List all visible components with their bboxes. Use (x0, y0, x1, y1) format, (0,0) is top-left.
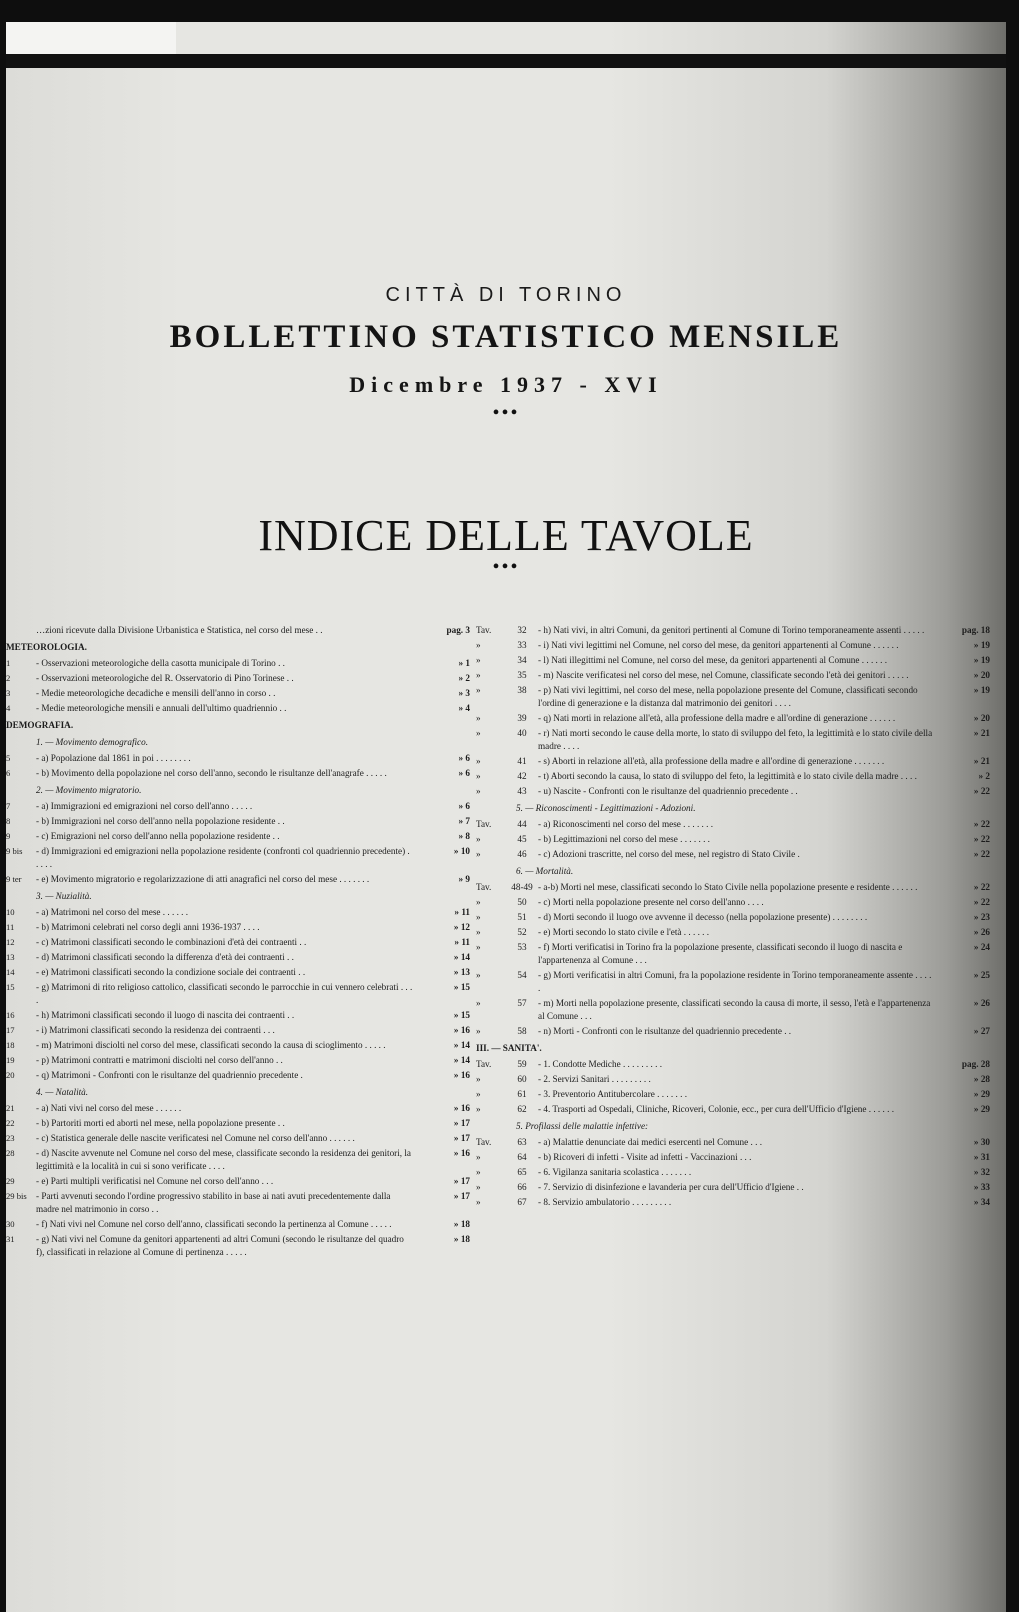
entry-title: - t) Aborti secondo la causa, lo stato di sviluppo del feto, la legittimità e lo stato civile della madre . . . . (538, 771, 917, 781)
table-number: 34 (517, 655, 527, 665)
page-ref: » 17 (453, 1191, 470, 1201)
index-entry (476, 1181, 996, 1194)
page-ref: » 20 (973, 713, 990, 723)
table-label: » (476, 897, 481, 907)
page-ref: » 24 (973, 942, 990, 952)
table-number: 64 (517, 1152, 527, 1162)
table-label: » (476, 912, 481, 922)
page-ref: » 19 (973, 685, 990, 695)
entry-title: - 8. Servizio ambulatorio . . . . . . . . . (538, 1197, 672, 1207)
page-ref: » 6 (458, 753, 470, 763)
page-ref: » 7 (458, 816, 470, 826)
page-ref: » 34 (973, 1197, 990, 1207)
entry-title: - b) Movimento della popolazione nel corso dell'anno, secondo le risultanze dell'anagrafe . . . . . (36, 768, 387, 778)
table-number: 10 (6, 907, 15, 917)
entry-title: - Medie meteorologiche mensili e annuali dell'ultimo quadriennio . . (36, 703, 287, 713)
index-entry (6, 702, 476, 715)
entry-title: - e) Morti secondo lo stato civile e l'età . . . . . . (538, 927, 710, 937)
index-entry (6, 1175, 476, 1188)
index-left-column (6, 624, 476, 1261)
entry-title: - c) Morti nella popolazione presente nel corso dell'anno . . . . (538, 897, 764, 907)
table-number: 29 (6, 1176, 15, 1186)
table-number: 23 (6, 1133, 15, 1143)
index-entry (6, 1132, 476, 1145)
entry-title: - 7. Servizio di disinfezione e lavanderia per cura dell'Ufficio d'Igiene . . (538, 1182, 804, 1192)
page-ref: pag. 3 (446, 625, 470, 635)
table-number: 17 (6, 1025, 15, 1035)
page-ref: » 29 (973, 1104, 990, 1114)
page-ref: » 9 (458, 874, 470, 884)
entry-title: - i) Matrimoni classificati secondo la residenza dei contraenti . . . (36, 1025, 275, 1035)
index-entry (476, 997, 996, 1023)
page-ref: » 14 (453, 1040, 470, 1050)
index-entry (476, 818, 996, 831)
table-number: 48-49 (511, 882, 533, 892)
entry-title: - e) Parti multipli verificatisi nel Comune nel corso dell'anno . . . (36, 1176, 274, 1186)
table-label: » (476, 655, 481, 665)
subsection-heading: 1. — Movimento demografico. (36, 737, 149, 747)
document-page (6, 22, 1006, 1612)
page-ref: » 15 (453, 982, 470, 992)
entry-title: - Osservazioni meteorologiche del R. Osservatorio di Pino Torinese . . (36, 673, 294, 683)
index-entry (476, 896, 996, 909)
table-number: 58 (517, 1026, 527, 1036)
table-number: 28 (6, 1148, 15, 1158)
page-ref: » 17 (453, 1176, 470, 1186)
table-number: 11 (6, 922, 15, 932)
index-entry (476, 624, 996, 637)
table-label: » (476, 1167, 481, 1177)
entry-title: - a) Matrimoni nel corso del mese . . . . . . (36, 907, 189, 917)
table-number: 41 (517, 756, 527, 766)
table-label: Tav. (476, 1137, 492, 1147)
subsection-heading: 3. — Nuzialità. (36, 891, 92, 901)
table-number: 18 (6, 1040, 15, 1050)
page-ref: » 11 (454, 907, 470, 917)
page-ref: » 21 (973, 756, 990, 766)
table-number: 9 ter (6, 874, 22, 884)
table-label: » (476, 942, 481, 952)
entry-title: - e) Matrimoni classificati secondo la condizione sociale dei contraenti . . (36, 967, 306, 977)
entry-title: - Medie meteorologiche decadiche e mensili dell'anno in corso . . (36, 688, 276, 698)
entry-title: - b) Matrimoni celebrati nel corso degli anni 1936-1937 . . . . (36, 922, 260, 932)
index-entry (6, 1117, 476, 1130)
table-number: 65 (517, 1167, 527, 1177)
index-entry (6, 815, 476, 828)
index-entry (6, 672, 476, 685)
page-ref: » 22 (973, 849, 990, 859)
table-number: 12 (6, 937, 15, 947)
index-entry (6, 830, 476, 843)
subsection-heading: 4. — Natalità. (36, 1087, 89, 1097)
entry-title: - g) Nati vivi nel Comune da genitori appartenenti ad altri Comuni (secondo le risultanze del quadro f), classificati in relazione al Comune di pertinenza . . . . . (36, 1234, 404, 1257)
page-ref: » 22 (973, 819, 990, 829)
table-label: » (476, 849, 481, 859)
index-entry (6, 1039, 476, 1052)
page-ref: » 19 (973, 655, 990, 665)
table-label: » (476, 728, 481, 738)
index-entry (476, 848, 996, 861)
page-ref: » 16 (453, 1025, 470, 1035)
page-ref: » 19 (973, 640, 990, 650)
table-number: 39 (517, 713, 527, 723)
table-label: » (476, 998, 481, 1008)
entry-title: - c) Statistica generale delle nascite verificatesi nel Comune nel corso dell'anno . . . . . . (36, 1133, 355, 1143)
index-entry (6, 1102, 476, 1115)
table-number: 8 (6, 816, 11, 826)
entry-title: - g) Matrimoni di rito religioso cattolico, classificati secondo le parrocchie in cui vennero celebrati . . . . (36, 982, 413, 1005)
entry-title: - f) Morti verificatisi in Torino fra la popolazione presente, classificati secondo il luogo di nascita e l'appartenenza al Comune . . . (538, 942, 903, 965)
entry-title: - a) Riconoscimenti nel corso del mese . . . . . . . (538, 819, 714, 829)
entry-title: - u) Nascite - Confronti con le risultanze del quadriennio precedente . . (538, 786, 798, 796)
index-entry (6, 1069, 476, 1082)
entry-title: - a-b) Morti nel mese, classificati secondo lo Stato Civile nella popolazione presente e residente . . . . . . (538, 882, 918, 892)
index-entry (476, 654, 996, 667)
entry-title: - d) Morti secondo il luogo ove avvenne il decesso (nella popolazione presente) . . . . . . . . (538, 912, 868, 922)
table-number: 9 bis (6, 846, 23, 856)
entry-title: - 3. Preventorio Antitubercolare . . . . . . . (538, 1089, 688, 1099)
entry-title: - b) Ricoveri di infetti - Visite ad infetti - Vaccinazioni . . . (538, 1152, 752, 1162)
subsection-heading: 2. — Movimento migratorio. (36, 785, 142, 795)
table-number: 20 (6, 1070, 15, 1080)
index-title: INDICE DELLE TAVOLE (258, 511, 754, 560)
table-label: » (476, 713, 481, 723)
entry-title: - b) Legittimazioni nel corso del mese . . . . . . . (538, 834, 710, 844)
table-number: 15 (6, 982, 15, 992)
table-number: 38 (517, 685, 527, 695)
index-entry (6, 1190, 476, 1216)
page-ref: » 11 (454, 937, 470, 947)
table-label: » (476, 786, 481, 796)
page-ref: » 22 (973, 786, 990, 796)
table-label: » (476, 756, 481, 766)
table-label: » (476, 1026, 481, 1036)
table-label: Tav. (476, 819, 492, 829)
page-ref: » 25 (973, 970, 990, 980)
entry-title: - m) Morti nella popolazione presente, classificati secondo la causa di morte, il sesso, l'età e l'appartenenza al Comune . . . (538, 998, 931, 1021)
index-entry (476, 833, 996, 846)
entry-title: - 1. Condotte Mediche . . . . . . . . . (538, 1059, 663, 1069)
index-entry (6, 966, 476, 979)
table-label: Tav. (476, 1059, 492, 1069)
index-entry (476, 1025, 996, 1038)
page-ref: » 1 (458, 658, 470, 668)
subsection-heading: 6. — Mortalità. (516, 866, 574, 876)
page-ref: pag. 18 (961, 625, 990, 635)
table-number: 45 (517, 834, 527, 844)
page-ref: » 18 (453, 1234, 470, 1244)
entry-title: - d) Immigrazioni ed emigrazioni nella popolazione residente (confronti col quadriennio precedente) . . . . . (36, 846, 410, 869)
index-entry (476, 785, 996, 798)
index-entry (6, 1009, 476, 1022)
table-number: 9 (6, 831, 11, 841)
index-entry (476, 755, 996, 768)
ornament-top: ••• (492, 402, 520, 424)
index-entry (6, 767, 476, 780)
page-ref: » 8 (458, 831, 470, 841)
page-ref: » 21 (973, 728, 990, 738)
entry-title: - h) Matrimoni classificati secondo il luogo di nascita dei contraenti . . (36, 1010, 295, 1020)
index-entry (6, 1024, 476, 1037)
index-entry (6, 657, 476, 670)
page-ref: » 23 (973, 912, 990, 922)
page-ref: » 16 (453, 1070, 470, 1080)
index-entry (6, 873, 476, 886)
page-ref: » 14 (453, 952, 470, 962)
table-number: 6 (6, 768, 11, 778)
table-number: 53 (517, 942, 527, 952)
table-number: 29 bis (6, 1191, 27, 1201)
table-label: » (476, 640, 481, 650)
table-number: 62 (517, 1104, 527, 1114)
index-entry (6, 687, 476, 700)
table-number: 66 (517, 1182, 527, 1192)
table-number: 51 (517, 912, 527, 922)
index-entry (6, 981, 476, 1007)
page-ref: » 27 (973, 1026, 990, 1036)
table-number: 31 (6, 1234, 15, 1244)
page-ref: » 6 (458, 801, 470, 811)
table-number: 14 (6, 967, 15, 977)
page-ref: » 31 (973, 1152, 990, 1162)
subsection-heading: 5. Profilassi delle malattie infettive: (516, 1121, 649, 1131)
page-ref: » 10 (453, 846, 470, 856)
table-label: » (476, 1089, 481, 1099)
entry-title: - d) Nascite avvenute nel Comune nel corso del mese, classificate secondo la residenza dei genitori, la legittimità e la località in cui si sono verificate . . . . (36, 1148, 412, 1171)
entry-title: - b) Partoriti morti ed aborti nel mese, nella popolazione presente . . (36, 1118, 285, 1128)
table-number: 60 (517, 1074, 527, 1084)
table-label: Tav. (476, 882, 492, 892)
page-ref: » 6 (458, 768, 470, 778)
index-entry (476, 1088, 996, 1101)
table-label: » (476, 1104, 481, 1114)
page-ref: » 15 (453, 1010, 470, 1020)
table-number: 7 (6, 801, 11, 811)
index-entry (476, 727, 996, 753)
index-entry (476, 684, 996, 710)
index-entry (476, 926, 996, 939)
entry-title: - 6. Vigilanza sanitaria scolastica . . . . . . . (538, 1167, 692, 1177)
index-entry (476, 770, 996, 783)
table-number: 50 (517, 897, 527, 907)
scan-edge-bar (6, 54, 1006, 68)
page-ref: » 18 (453, 1219, 470, 1229)
page-ref: » 22 (973, 882, 990, 892)
index-entry (476, 1103, 996, 1116)
entry-title: - l) Nati illegittimi nel Comune, nel corso del mese, da genitori appartenenti al Comune . . . . . . (538, 655, 888, 665)
ornament-index: ••• (492, 556, 520, 578)
table-number: 5 (6, 753, 11, 763)
page-ref: » 13 (453, 967, 470, 977)
table-label: » (476, 834, 481, 844)
page-ref: pag. 28 (961, 1059, 990, 1069)
table-label: » (476, 927, 481, 937)
page-ref: » 28 (973, 1074, 990, 1084)
entry-title: - a) Immigrazioni ed emigrazioni nel corso dell'anno . . . . . (36, 801, 253, 811)
index-entry (476, 1073, 996, 1086)
entry-title: - b) Immigrazioni nel corso dell'anno nella popolazione residente . . (36, 816, 285, 826)
table-number: 54 (517, 970, 527, 980)
entry-title: - c) Adozioni trascritte, nel corso del mese, nel registro di Stato Civile . (538, 849, 800, 859)
index-entry (6, 1147, 476, 1173)
entry-title: - a) Nati vivi nel corso del mese . . . . . . (36, 1103, 182, 1113)
index-entry (476, 969, 996, 995)
table-number: 40 (517, 728, 527, 738)
index-entry (6, 624, 476, 637)
index-entry (476, 669, 996, 682)
page-ref: » 17 (453, 1133, 470, 1143)
entry-title: - a) Malattie denunciate dai medici esercenti nel Comune . . . (538, 1137, 762, 1147)
table-number: 42 (517, 771, 527, 781)
table-number: 63 (517, 1137, 527, 1147)
table-number: 16 (6, 1010, 15, 1020)
page-ref: » 20 (973, 670, 990, 680)
index-entry (476, 941, 996, 967)
index-entry (6, 845, 476, 871)
table-label: » (476, 771, 481, 781)
table-number: 67 (517, 1197, 527, 1207)
index-entry (476, 881, 996, 894)
index-entry (6, 1233, 476, 1259)
section-heading: III. — SANITA'. (476, 1043, 542, 1053)
index-entry (476, 1136, 996, 1149)
entry-title: - 4. Trasporti ad Ospedali, Cliniche, Ricoveri, Colonie, ecc., per cura dell'Ufficio d'Igiene . . . . . . (538, 1104, 895, 1114)
table-label: » (476, 670, 481, 680)
page-ref: » 2 (978, 771, 990, 781)
section-heading: DEMOGRAFIA. (6, 720, 74, 730)
page-ref: » 22 (973, 897, 990, 907)
page-ref: » 22 (973, 834, 990, 844)
index-entry (476, 1196, 996, 1209)
table-number: 59 (517, 1059, 527, 1069)
page-ref: » 32 (973, 1167, 990, 1177)
page-ref: » 3 (458, 688, 470, 698)
entry-title: - p) Matrimoni contratti e matrimoni disciolti nel corso dell'anno . . (36, 1055, 283, 1065)
entry-title: - a) Popolazione dal 1861 in poi . . . . . . . . (36, 753, 191, 763)
table-number: 57 (517, 998, 527, 1008)
table-number: 46 (517, 849, 527, 859)
entry-title: - m) Matrimoni disciolti nel corso del mese, classificati secondo la causa di scioglimento . . . . . (36, 1040, 386, 1050)
table-number: 1 (6, 658, 11, 668)
page-ref: » 26 (973, 998, 990, 1008)
entry-title: …zioni ricevute dalla Divisione Urbanistica e Statistica, nel corso del mese . . (36, 625, 323, 635)
entry-title: - Osservazioni meteorologiche della casotta municipale di Torino . . (36, 658, 285, 668)
index-entry (476, 1058, 996, 1071)
table-number: 30 (6, 1219, 15, 1229)
subsection-heading: 5. — Riconoscimenti - Legittimazioni - Adozioni. (516, 803, 696, 813)
table-number: 19 (6, 1055, 15, 1065)
section-heading: METEOROLOGIA. (6, 642, 87, 652)
entry-title: - e) Movimento migratorio e regolarizzazione di atti anagrafici nel corso del mese . . . . . . . (36, 874, 370, 884)
index-entry (6, 1054, 476, 1067)
page-ref: » 29 (973, 1089, 990, 1099)
issue-date: Dicembre 1937 - XVI (349, 372, 663, 397)
index-entry (6, 1218, 476, 1231)
table-label: » (476, 1074, 481, 1084)
table-number: 43 (517, 786, 527, 796)
page-ref: » 17 (453, 1118, 470, 1128)
bulletin-title: BOLLETTINO STATISTICO MENSILE (169, 319, 843, 355)
table-number: 33 (517, 640, 527, 650)
city-heading: CITTÀ DI TORINO (385, 284, 627, 306)
index-entry (476, 712, 996, 725)
entry-title: - c) Matrimoni classificati secondo le combinazioni d'età dei contraenti . . (36, 937, 307, 947)
page-ref: » 26 (973, 927, 990, 937)
page-ref: » 30 (973, 1137, 990, 1147)
entry-title: - q) Nati morti in relazione all'età, alla professione della madre e all'ordine di generazione . . . . . . (538, 713, 896, 723)
page-ref: » 4 (458, 703, 470, 713)
entry-title: - q) Matrimoni - Confronti con le risultanze del quadriennio precedente . (36, 1070, 303, 1080)
entry-title: - n) Morti - Confronti con le risultanze del quadriennio precedente . . (538, 1026, 792, 1036)
page-ref: » 33 (973, 1182, 990, 1192)
index-entry (6, 752, 476, 765)
table-label: » (476, 1182, 481, 1192)
entry-title: - f) Nati vivi nel Comune nel corso dell'anno, classificati secondo la pertinenza al Comune . . . . . (36, 1219, 392, 1229)
index-entry (476, 1166, 996, 1179)
entry-title: - m) Nascite verificatesi nel corso del mese, nel Comune, classificate secondo l'età dei genitori . . . . . (538, 670, 909, 680)
table-number: 3 (6, 688, 11, 698)
entry-title: - 2. Servizi Sanitari . . . . . . . . . (538, 1074, 651, 1084)
entry-title: - s) Aborti in relazione all'età, alla professione della madre e all'ordine di generazione . . . . . . . (538, 756, 885, 766)
table-number: 2 (6, 673, 11, 683)
index-entry (6, 936, 476, 949)
index-entry (6, 921, 476, 934)
table-number: 35 (517, 670, 527, 680)
table-label: » (476, 685, 481, 695)
index-right-column (476, 624, 996, 1211)
table-number: 61 (517, 1089, 527, 1099)
table-number: 22 (6, 1118, 15, 1128)
index-entry (6, 951, 476, 964)
entry-title: - i) Nati vivi legittimi nel Comune, nel corso del mese, da genitori appartenenti al Comune . . . . . . (538, 640, 899, 650)
index-entry (6, 800, 476, 813)
index-entry (476, 911, 996, 924)
table-number: 52 (517, 927, 527, 937)
page-ref: » 14 (453, 1055, 470, 1065)
page-ref: » 2 (458, 673, 470, 683)
table-label: » (476, 970, 481, 980)
entry-title: - r) Nati morti secondo le cause della morte, lo stato di sviluppo del feto, la legittimità e lo stato civile della madre . . . . (538, 728, 933, 751)
entry-title: - p) Nati vivi legittimi, nel corso del mese, nella popolazione presente del Comune, classificati secondo l'ordine di generazione e la distanza dal matrimonio dei genitori . . . . (538, 685, 918, 708)
table-number: 13 (6, 952, 15, 962)
index-entry (476, 639, 996, 652)
table-number: 21 (6, 1103, 15, 1113)
page-ref: » 12 (453, 922, 470, 932)
table-number: 44 (517, 819, 527, 829)
entry-title: - Parti avvenuti secondo l'ordine progressivo stabilito in base ai nati avuti precedentemente dalla madre nel matrimonio in corso . . (36, 1191, 391, 1214)
page-ref: » 16 (453, 1103, 470, 1113)
entry-title: - c) Emigrazioni nel corso dell'anno nella popolazione residente . . (36, 831, 280, 841)
page-ref: » 16 (453, 1148, 470, 1158)
table-number: 4 (6, 703, 11, 713)
entry-title: - g) Morti verificatisi in altri Comuni, fra la popolazione residente in Torino temporaneamente assente . . . . . (538, 970, 932, 993)
index-entry (476, 1151, 996, 1164)
table-label: » (476, 1152, 481, 1162)
table-number: 32 (517, 625, 527, 635)
entry-title: - d) Matrimoni classificati secondo la differenza d'età dei contraenti . . (36, 952, 294, 962)
table-label: Tav. (476, 625, 492, 635)
table-label: » (476, 1197, 481, 1207)
entry-title: - h) Nati vivi, in altri Comuni, da genitori pertinenti al Comune di Torino temporaneamente assenti . . . . . (538, 625, 925, 635)
scan-margin (6, 22, 176, 54)
index-entry (6, 906, 476, 919)
